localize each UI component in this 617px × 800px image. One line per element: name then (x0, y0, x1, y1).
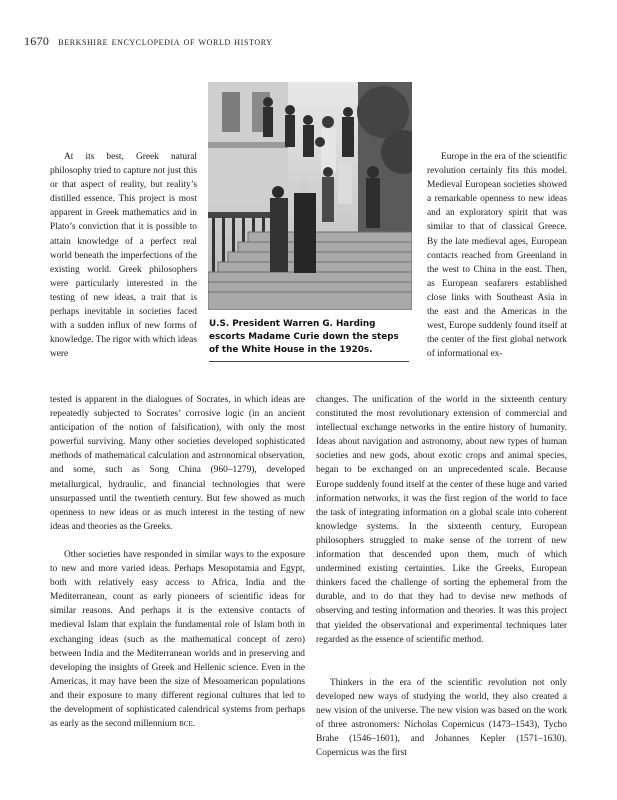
photo-caption: U.S. President Warren G. Harding escorts Madame Curie down the steps of the White House in the 1920s. (209, 319, 399, 355)
archival-photo (208, 82, 412, 310)
caption-divider (209, 361, 409, 362)
page-number: 1670 (24, 34, 50, 48)
photo-illustration (208, 82, 412, 310)
paragraph-left-top: At its best, Greek natural philosophy tried to capture not just this or that aspect of reality, but reality’s distilled essence. This project is most apparent in Greek mathematics and in Plato’s conviction that it is possible to attain knowledge of a perfect real world beneath the imperfections of the existing world. Greek philosophers were particularly interested in the testing of new ideas, a trait that is perhaps inevitable in societies faced with a sudden influx of new forms of knowledge. The rigor with which ideas were (50, 152, 197, 360)
paragraph-bottom-left-2: Other societies have responded in similar ways to the exposure to new and more varied ideas. Perhaps Mesopotamia and Egypt, both with relatively easy access to Africa, India and the Mediterranean, count as early pioneers of scientific ideas for similar reasons. And perhaps it is the extensive contacts of medieval Islam that explain the fundamental role of Islam both in exchanging ideas (such as the mathematical concept of zero) between India and the Mediterranean worlds and in preserving and developing the insights of Greek and Hellenic science. Even in the Americas, it may have been the size of Mesoamerican populations and their exposure to many different regional cultures that led to the development of sophisticated calendrical systems from perhaps as early as the second millennium bce. (50, 550, 305, 730)
paragraph-bottom-right-2: Thinkers in the era of the scientific revolution not only developed new ways of studying the world, they also created a new vision of the universe. The new vision was based on the work of three astronomers: Nicholas Copernicus (1473–1543), Tycho Brahe (1546–1601), and Johannes Kepler (1571–1630). Copernicus was the first (316, 678, 567, 759)
paragraph-bottom-left-2-text: Other societies have responded in similar ways to the exposure to new and more varied ideas. Perhaps Mesopotamia and Egypt, both with relatively easy access to Africa, India and the Mediterranean, count as early pioneers of scientific ideas for similar reasons. And perhaps it is the extensive contacts of medieval Islam that explain the fundamental role of Islam both in exchanging ideas (such as the mathematical concept of zero) between India and the Mediterranean worlds and in preserving and developing the insights of Greek and Hellenic science. Even in the Americas, it may have been the size of Mesoamerican populations and their exposure to many different regional cultures that led to the development of sophisticated calendrical systems from perhaps as early as the second millennium (50, 550, 305, 730)
era-abbreviation: bce (179, 719, 193, 730)
paragraph-bottom-left: tested is apparent in the dialogues of Socrates, in which ideas are repeatedly subjected to Socrates’ corrosive logic (in an ancient anticipation of the notion of falsification), with only the most powerful surviving. Many other societies developed sophisticated methods of mathematical calculation and astronomical observation, and some, such as Song China (960–1279), developed metallurgical, hydraulic, and financial technologies that were unsurpassed until the twentieth century. But few showed as much openness to new ideas or as much interest in the testing of new ideas and theories as the Greeks. (50, 395, 305, 532)
running-header (24, 34, 273, 49)
book-title: berkshire encyclopedia of world history (58, 36, 273, 48)
paragraph-right-top: Europe in the era of the scientific revolution certainly fits this model. Medieval European societies showed a remarkable openness to new ideas and an exploratory spirit that was similar to that of classical Greece. By the late medieval ages, European contacts reached from Greenland in the west to China in the east. Then, as European seafarers established close links with Southeast Asia in the east and the Americas in the west, Europe suddenly found itself at the center of the first global network of informational ex- (427, 152, 567, 360)
paragraph-bottom-right: changes. The unification of the world in the sixteenth century constituted the most revolutionary extension of commercial and intellectual exchange networks in the entire history of humanity. Ideas about navigation and astronomy, about new types of human societies and new gods, about exotic crops and animal species, began to be exchanged on an unprecedented scale. Because Europe suddenly found itself at the center of these huge and varied information networks, it was the first region of the world to face the task of integrating information on a global scale into coherent knowledge systems. In the sixteenth century, European philosophers struggled to make sense of the torrent of new information that descended upon them, much of which undermined existing certainties. Like the Greeks, European thinkers faced the challenge of sorting the ephemeral from the durable, and to do that they had to devise new methods of observing and testing information and theories. It was this project that yielded the observational and experimental techniques later regarded as the essence of scientific method. (316, 395, 567, 645)
